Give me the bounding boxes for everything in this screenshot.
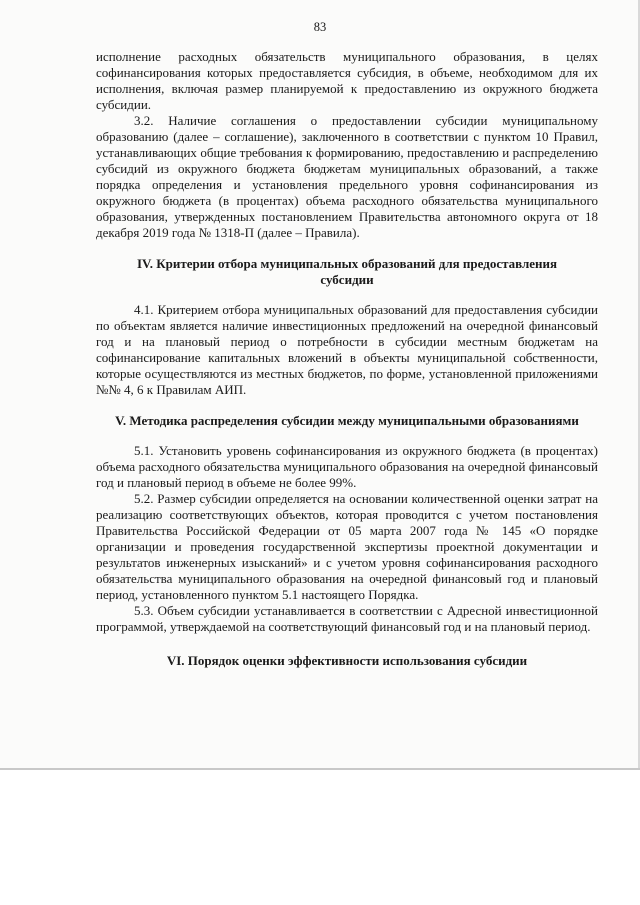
page-number: 83 (313, 20, 327, 34)
paragraph-5-1: 5.1. Установить уровень софинансирования из окружного бюджета (в процентах) объема расходного обязательства муниципального образования на очередной финансовый год и плановый период в объеме не более 99%. (96, 443, 598, 490)
paragraph-5-3: 5.3. Объем субсидии устанавливается в соответствии с Адресной инвестиционной программой, утверждаемой на соответствующий финансовый год и на плановый период. (96, 603, 598, 634)
scan-edge-line (0, 768, 640, 770)
paragraph-4-1: 4.1. Критерием отбора муниципальных образований для предоставления субсидии по объектам является наличие инвестиционных предложений на очередной финансовый год и на плановый период о потребности в субсидии местным бюджетам на софинансирование капитальных вложений в объекты муниципальной собственности, которые осуществляются из местных бюджетов, по форме, установленной приложениями №№ 4, 6 к Правилам АИП. (96, 302, 598, 397)
section-heading-iv: IV. Критерии отбора муниципальных образований для предоставления субсидии (136, 256, 558, 287)
paragraph-3-2: 3.2. Наличие соглашения о предоставлении субсидии муниципальному образованию (далее – соглашение), заключенного в соответствии с пунктом 10 Правил, устанавливающих общие требования к формированию, предоставлению и распределению субсидий из окружного бюджета бюджетам муниципальных образований, а также порядка определения и установления предельного уровня софинансирования из окружного бюджета (в процентах) объема расходного обязательства муниципального образования, утвержденных постановлением Правительства автономного округа от 18 декабря 2019 года № 1318-П (далее – Правила). (96, 113, 598, 240)
section-heading-vi: VI. Порядок оценки эффективности использования субсидии (166, 653, 528, 668)
paragraph-5-2: 5.2. Размер субсидии определяется на основании количественной оценки затрат на реализацию соответствующих объектов, которая проводится с учетом постановления Правительства Российской Федерации от 05 марта 2007 года № 145 «О порядке организации и проведения государственной экспертизы проектной документации и результатов инженерных изысканий» и с учетом уровня софинансирования расходного обязательства муниципального образования на очередной финансовый год и плановый период, установленного пунктом 5.1 настоящего Порядка. (96, 491, 598, 602)
section-heading-v: V. Методика распределения субсидии между муниципальными образованиями (115, 413, 579, 428)
document-body (96, 49, 598, 669)
paragraph-3-1-continued: исполнение расходных обязательств муниципального образования, в целях софинансирования которых предоставляется субсидия, в объеме, необходимом для их исполнения, включая размер планируемой к предоставлению из окружного бюджета субсидии. (96, 49, 598, 112)
